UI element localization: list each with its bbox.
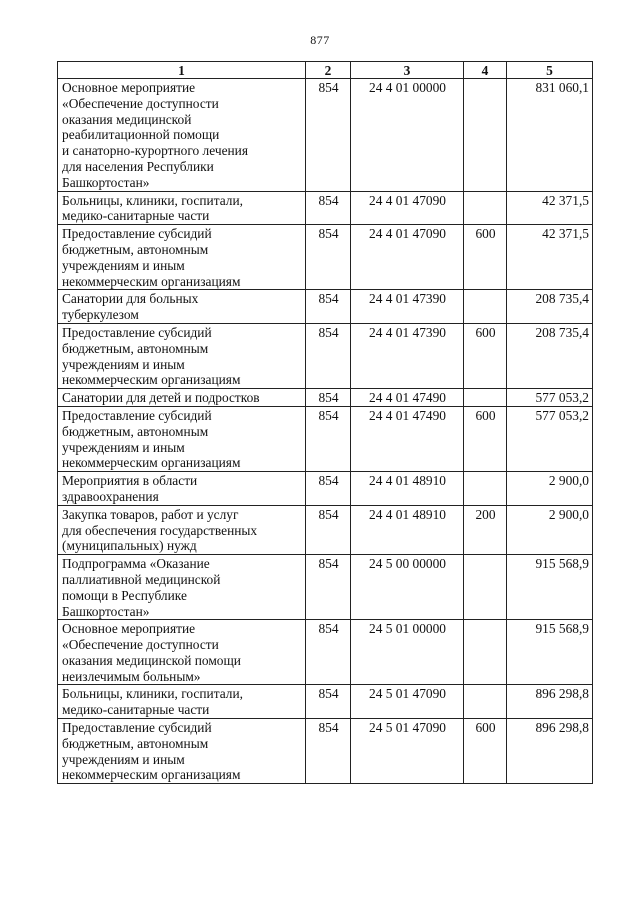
page-number: 877 — [310, 33, 330, 47]
row-amount-cell: 208 735,4 — [507, 323, 593, 388]
row-ministry-cell: 854 — [306, 685, 351, 719]
row-type-cell — [464, 79, 507, 192]
row-amount-cell: 2 900,0 — [507, 505, 593, 554]
column-header-ministry: 2 — [306, 62, 351, 79]
row-code-cell: 24 4 01 47090 — [351, 191, 464, 225]
table-row — [58, 719, 593, 784]
row-code-cell: 24 4 01 47390 — [351, 290, 464, 324]
row-name-cell: Закупка товаров, работ и услуг для обеспечения государственных (муниципальных) нужд — [58, 505, 306, 554]
row-name-cell: Подпрограмма «Оказание паллиативной медицинской помощи в Республике Башкортостан» — [58, 555, 306, 620]
table-row — [58, 389, 593, 407]
header-row — [58, 62, 593, 79]
table-row — [58, 79, 593, 192]
column-header-type: 4 — [464, 62, 507, 79]
table-row — [58, 225, 593, 290]
row-code-cell: 24 4 01 47490 — [351, 406, 464, 471]
row-type-cell — [464, 555, 507, 620]
row-type-cell — [464, 389, 507, 407]
row-type-cell — [464, 472, 507, 506]
row-ministry-cell: 854 — [306, 719, 351, 784]
row-type-cell: 200 — [464, 505, 507, 554]
row-ministry-cell: 854 — [306, 620, 351, 685]
row-type-cell — [464, 290, 507, 324]
row-name-cell: Больницы, клиники, госпитали, медико-санитарные части — [58, 191, 306, 225]
row-name-cell: Предоставление субсидий бюджетным, автономным учреждениям и иным некоммерческим организациям — [58, 323, 306, 388]
row-code-cell: 24 4 01 47490 — [351, 389, 464, 407]
row-amount-cell: 915 568,9 — [507, 555, 593, 620]
row-type-cell: 600 — [464, 323, 507, 388]
row-ministry-cell: 854 — [306, 472, 351, 506]
row-code-cell: 24 4 01 48910 — [351, 505, 464, 554]
row-ministry-cell: 854 — [306, 290, 351, 324]
table-row — [58, 555, 593, 620]
row-ministry-cell: 854 — [306, 191, 351, 225]
row-name-cell: Предоставление субсидий бюджетным, автономным учреждениям и иным некоммерческим организациям — [58, 719, 306, 784]
table-row — [58, 323, 593, 388]
column-header-amount: 5 — [507, 62, 593, 79]
row-amount-cell: 208 735,4 — [507, 290, 593, 324]
row-name-cell: Основное мероприятие «Обеспечение доступности оказания медицинской реабилитационной помощи и санаторно-курортного лечения для населения Республики Башкортостан» — [58, 79, 306, 192]
row-ministry-cell: 854 — [306, 555, 351, 620]
row-type-cell: 600 — [464, 406, 507, 471]
row-type-cell — [464, 620, 507, 685]
table-row — [58, 406, 593, 471]
row-code-cell: 24 4 01 47390 — [351, 323, 464, 388]
row-ministry-cell: 854 — [306, 505, 351, 554]
budget-table — [57, 61, 593, 784]
row-ministry-cell: 854 — [306, 79, 351, 192]
row-type-cell: 600 — [464, 719, 507, 784]
row-ministry-cell: 854 — [306, 323, 351, 388]
row-name-cell: Основное мероприятие «Обеспечение доступности оказания медицинской помощи неизлечимым больным» — [58, 620, 306, 685]
row-amount-cell: 577 053,2 — [507, 406, 593, 471]
row-type-cell: 600 — [464, 225, 507, 290]
column-header-code: 3 — [351, 62, 464, 79]
column-header-name: 1 — [58, 62, 306, 79]
row-name-cell: Больницы, клиники, госпитали, медико-санитарные части — [58, 685, 306, 719]
table-row — [58, 505, 593, 554]
row-ministry-cell: 854 — [306, 389, 351, 407]
row-name-cell: Санатории для детей и подростков — [58, 389, 306, 407]
row-amount-cell: 896 298,8 — [507, 719, 593, 784]
row-name-cell: Мероприятия в области здравоохранения — [58, 472, 306, 506]
row-amount-cell: 42 371,5 — [507, 225, 593, 290]
row-name-cell: Предоставление субсидий бюджетным, автономным учреждениям и иным некоммерческим организациям — [58, 225, 306, 290]
row-amount-cell: 42 371,5 — [507, 191, 593, 225]
row-type-cell — [464, 191, 507, 225]
row-code-cell: 24 4 01 48910 — [351, 472, 464, 506]
table-row — [58, 685, 593, 719]
table-row — [58, 290, 593, 324]
row-code-cell: 24 5 00 00000 — [351, 555, 464, 620]
table-row — [58, 191, 593, 225]
row-amount-cell: 915 568,9 — [507, 620, 593, 685]
row-code-cell: 24 5 01 00000 — [351, 620, 464, 685]
row-code-cell: 24 5 01 47090 — [351, 685, 464, 719]
row-amount-cell: 896 298,8 — [507, 685, 593, 719]
table-row — [58, 472, 593, 506]
row-ministry-cell: 854 — [306, 406, 351, 471]
row-type-cell — [464, 685, 507, 719]
row-code-cell: 24 5 01 47090 — [351, 719, 464, 784]
row-name-cell: Предоставление субсидий бюджетным, автономным учреждениям и иным некоммерческим организациям — [58, 406, 306, 471]
row-amount-cell: 2 900,0 — [507, 472, 593, 506]
row-code-cell: 24 4 01 00000 — [351, 79, 464, 192]
table-row — [58, 620, 593, 685]
row-amount-cell: 577 053,2 — [507, 389, 593, 407]
row-amount-cell: 831 060,1 — [507, 79, 593, 192]
row-ministry-cell: 854 — [306, 225, 351, 290]
row-code-cell: 24 4 01 47090 — [351, 225, 464, 290]
row-name-cell: Санатории для больных туберкулезом — [58, 290, 306, 324]
